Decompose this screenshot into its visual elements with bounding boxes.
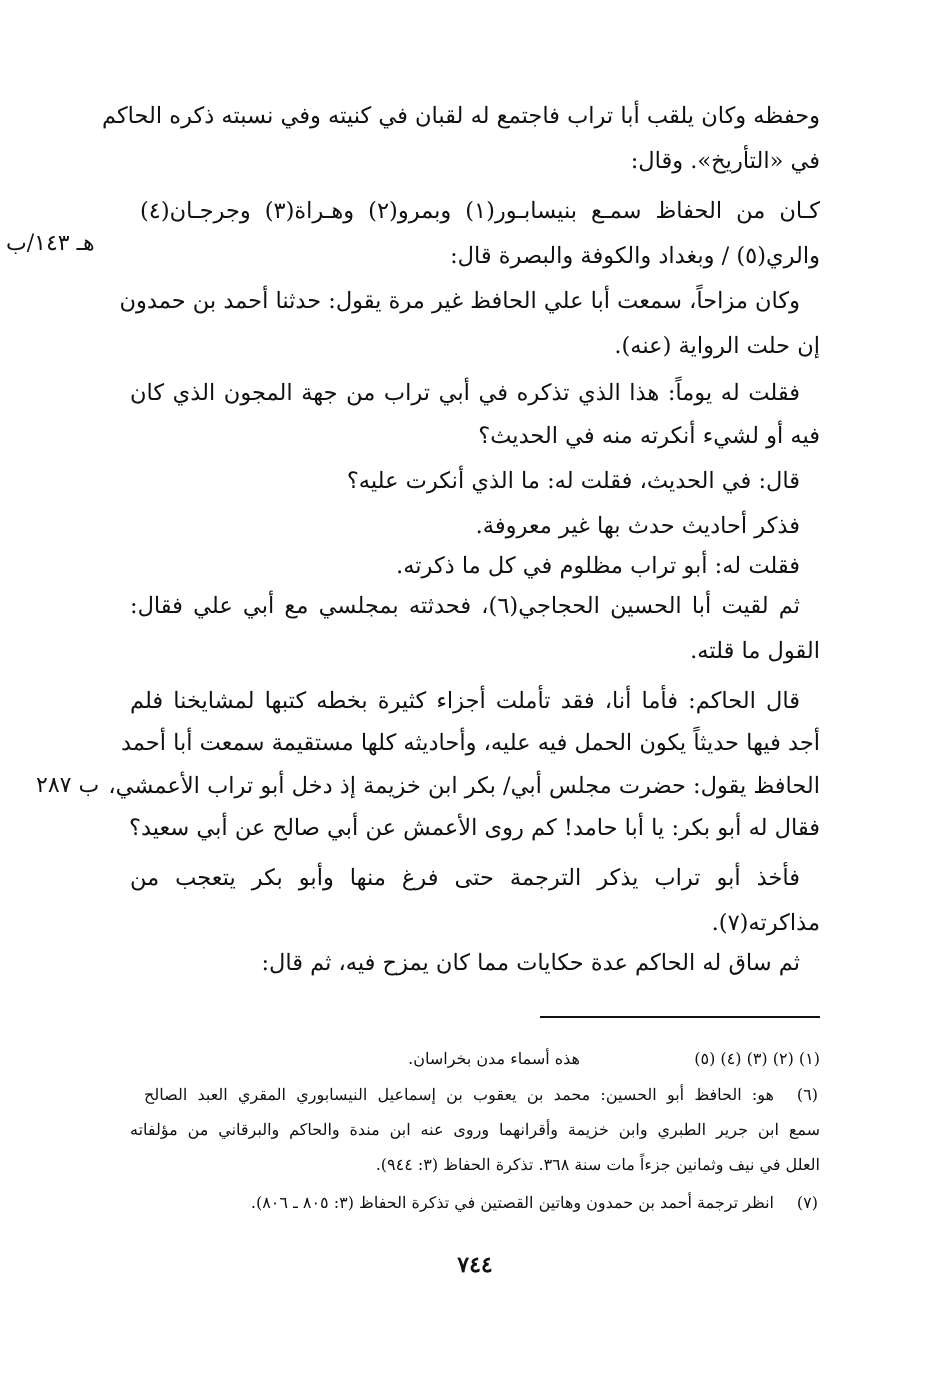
body-line-12: ثم لقيت أبا الحسين الحجاجي(٦)، فحدثته بمجلسي مع أبي علي فقال: bbox=[130, 593, 800, 619]
body-line-16: الحافظ يقول: حضرت مجلس أبي/ بكر ابن خزيمة إذ دخل أبو تراب الأعمشي، bbox=[108, 773, 820, 799]
body-line-19: مذاكرته(٧). bbox=[711, 910, 820, 936]
footnote-6-line-2: سمع ابن جرير الطبري وابن خزيمة وأقرانهما وروى عنه ابن مندة والحاكم والبرقاني من مؤلفاته bbox=[130, 1120, 820, 1139]
footnote-1-numbers: (١) (٢) (٣) (٤) (٥) bbox=[694, 1049, 820, 1068]
footnote-7-number: (٧) bbox=[796, 1193, 818, 1212]
body-line-6: إن حلت الرواية (عنه). bbox=[614, 333, 820, 359]
body-line-4: والري(٥) / وبغداد والكوفة والبصرة قال: bbox=[450, 243, 820, 269]
body-line-15: أجد فيها حديثاً يكون الحمل فيه عليه، وأحاديثه كلها مستقيمة سمعت أبا أحمد bbox=[120, 730, 820, 756]
body-line-5: وكان مزاحاً، سمعت أبا علي الحافظ غير مرة يقول: حدثنا أحمد بن حمدون bbox=[119, 288, 800, 314]
body-line-18: فأخذ أبو تراب يذكر الترجمة حتى فرغ منها وأبو بكر يتعجب من bbox=[130, 865, 800, 891]
body-line-20: ثم ساق له الحاكم عدة حكايات مما كان يمزح فيه، ثم قال: bbox=[261, 950, 800, 976]
margin-note-folio: ب ٢٨٧ bbox=[36, 773, 100, 798]
body-line-7: فقلت له يوماً: هذا الذي تذكره في أبي تراب من جهة المجون الذي كان bbox=[130, 380, 800, 406]
footnote-divider bbox=[540, 1016, 820, 1018]
body-line-13: القول ما قلته. bbox=[690, 638, 820, 664]
body-line-11: فقلت له: أبو تراب مظلوم في كل ما ذكرته. bbox=[396, 553, 800, 579]
body-line-1: وحفظه وكان يلقب أبا تراب فاجتمع له لقبان في كنيته وفي نسبته ذكره الحاكم bbox=[101, 103, 820, 129]
footnote-6-line-1: هو: الحافظ أبو الحسين: محمد بن يعقوب بن إسماعيل النيسابوري المقري العبد الصالح bbox=[144, 1085, 774, 1104]
body-line-8: فيه أو لشيء أنكرته منه في الحديث؟ bbox=[478, 423, 820, 449]
body-line-9: قال: في الحديث، فقلت له: ما الذي أنكرت عليه؟ bbox=[346, 468, 800, 494]
footnote-6-line-3: العلل في نيف وثمانين جزءاً مات سنة ٣٦٨. تذكرة الحفاظ (٣: ٩٤٤). bbox=[375, 1155, 820, 1174]
margin-note-hamish: هـ ١٤٣/ب bbox=[6, 231, 95, 256]
body-line-3: كـان من الحفاظ سمـع بنيسابـور(١) وبمرو(٢) وهـراة(٣) وجرجـان(٤) bbox=[140, 198, 820, 224]
body-line-14: قال الحاكم: فأما أنا، فقد تأملت أجزاء كثيرة بخطه كتبها لمشايخنا فلم bbox=[130, 688, 800, 714]
footnote-6-number: (٦) bbox=[796, 1085, 818, 1104]
footnote-1-text: هذه أسماء مدن بخراسان. bbox=[408, 1049, 580, 1068]
body-line-2: في «التأريخ». وقال: bbox=[630, 148, 820, 174]
page-number: ٧٤٤ bbox=[457, 1252, 493, 1278]
body-line-17: فقال له أبو بكر: يا أبا حامد! كم روى الأعمش عن أبي صالح عن أبي سعيد؟ bbox=[129, 815, 820, 841]
footnote-7-text: انظر ترجمة أحمد بن حمدون وهاتين القصتين في تذكرة الحفاظ (٣: ٨٠٥ ـ ٨٠٦). bbox=[250, 1193, 774, 1212]
body-line-10: فذكر أحاديث حدث بها غير معروفة. bbox=[475, 513, 800, 539]
